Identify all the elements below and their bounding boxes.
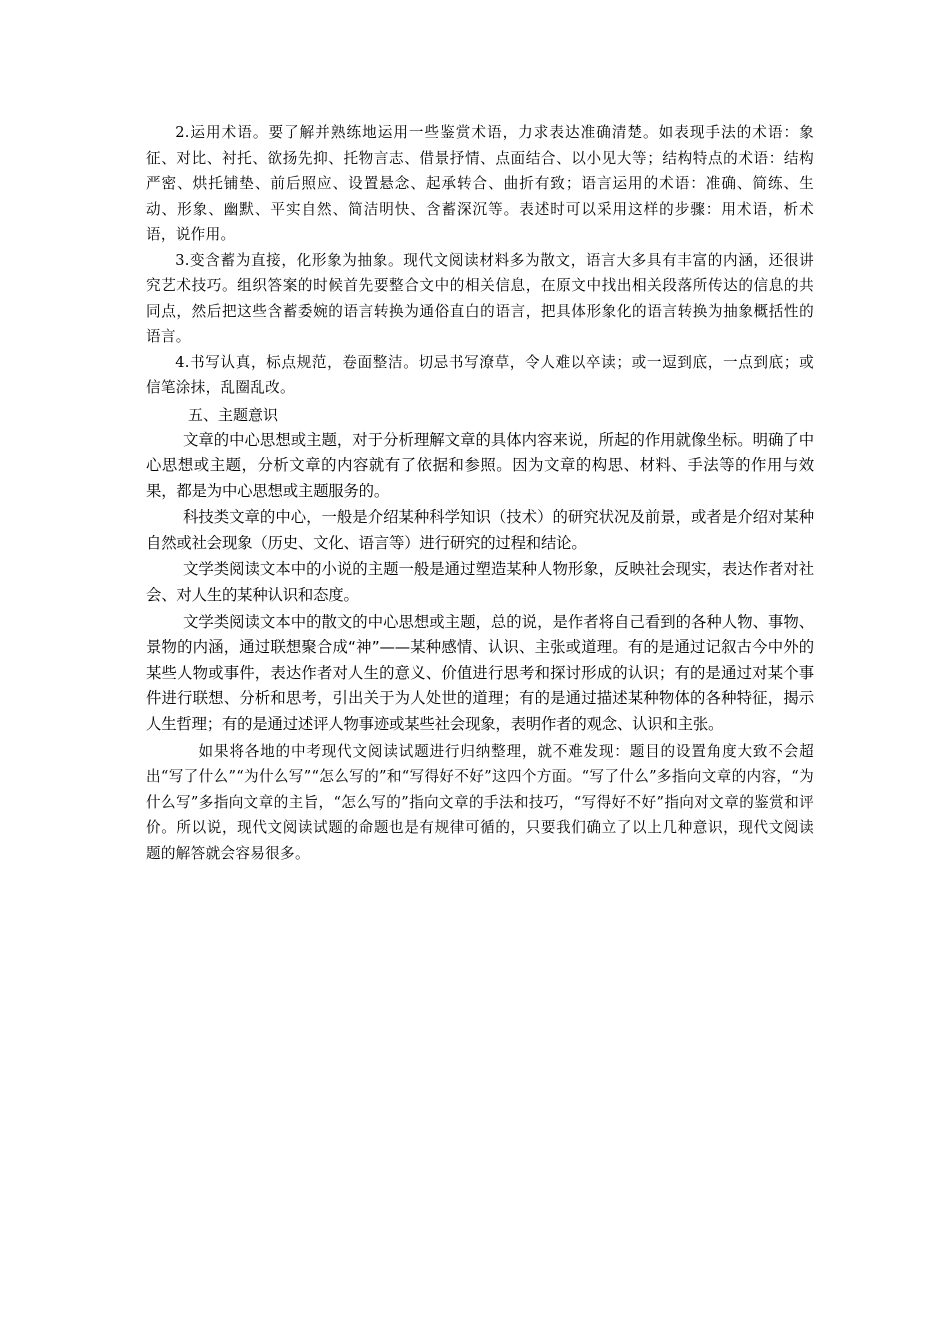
paragraph-conclusion: 如果将各地的中考现代文阅读试题进行归纳整理，就不难发现：题目的设置角度大致不会超出“写了什么”“为什么写”“怎么写的”和“写得好不好”这四个方面。“写了什么”多指向文章的内容，“为什么写”多指向文章的主旨，“怎么写的”指向文章的手法和技巧，“写得好不好”指向对文章的鉴赏和评价。所以说，现代文阅读试题的命题也是有规律可循的，只要我们确立了以上几种意识，现代文阅读题的解答就会容易很多。 xyxy=(146,742,814,862)
paragraph-direct-abstract: 3.变含蓄为直接，化形象为抽象。现代文阅读材料多为散文，语言大多具有丰富的内涵，还很讲究艺术技巧。组织答案的时候首先要整合文中的相关信息，在原文中找出相关段落所传达的信息的共同点，然后把这些含蓄委婉的语言转换为通俗直白的语言，把具体形象化的语言转换为抽象概括性的语言。 xyxy=(146,251,814,345)
answer-tips-section xyxy=(146,120,814,401)
paragraph-science-article: 科技类文章的中心，一般是介绍某种科学知识（技术）的研究状况及前景，或者是介绍对某种自然或社会现象（历史、文化、语言等）进行研究的过程和结论。 xyxy=(146,508,814,552)
section-heading-theme: 五、主题意识 xyxy=(188,405,279,424)
paragraph-essay-theme: 文学类阅读文本中的散文的中心思想或主题，总的说，是作者将自己看到的各种人物、事物、景物的内涵，通过联想聚合成“神”——某种感情、认识、主张或道理。有的是通过记叙古今中外的某些人物或事件，表达作者对人生的意义、价值进行思考和探讨形成的认识；有的是通过对某个事件进行联想、分析和思考，引出关于为人处世的道理；有的是通过描述某种物体的各种特征，揭示人生哲理；有的是通过述评人物事迹或某些社会现象，表明作者的观念、认识和主张。 xyxy=(146,612,814,734)
paragraph-novel-theme: 文学类阅读文本中的小说的主题一般是通过塑造某种人物形象，反映社会现实，表达作者对社会、对人生的某种认识和态度。 xyxy=(146,560,814,605)
theme-section xyxy=(146,428,814,738)
paragraph-neat-writing: 4.书写认真，标点规范，卷面整洁。切忌书写潦草，令人难以卒读；或一逗到底，一点到底；或信笔涂抹，乱圈乱改。 xyxy=(146,353,814,396)
paragraph-use-terms: 2.运用术语。要了解并熟练地运用一些鉴赏术语，力求表达准确清楚。如表现手法的术语：象征、对比、衬托、欲扬先抑、托物言志、借景抒情、点面结合、以小见大等；结构特点的术语：结构严密、烘托铺垫、前后照应、设置悬念、起承转合、曲折有致；语言运用的术语：准确、简练、生动、形象、幽默、平实自然、简洁明快、含蓄深沉等。表述时可以采用这样的步骤：用术语，析术语，说作用。 xyxy=(146,124,814,243)
document-page xyxy=(146,120,814,866)
paragraph-theme-coordinate: 文章的中心思想或主题，对于分析理解文章的具体内容来说，所起的作用就像坐标。明确了中心思想或主题，分析文章的内容就有了依据和参照。因为文章的构思、材料、手法等的作用与效果，都是为中心思想或主题服务的。 xyxy=(146,430,814,500)
closing-section xyxy=(146,739,814,867)
